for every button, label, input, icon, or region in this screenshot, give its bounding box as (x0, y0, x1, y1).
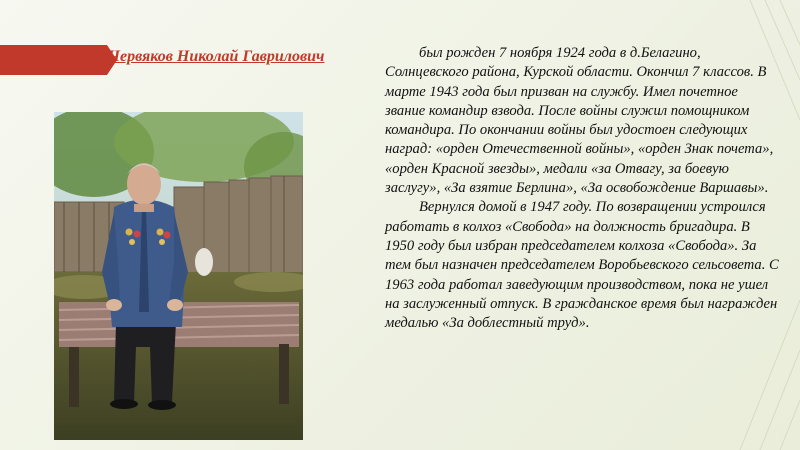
biography-text (385, 44, 780, 333)
photo-illustration (54, 112, 303, 440)
veteran-photo (54, 112, 303, 440)
bio-paragraph-2: Вернулся домой в 1947 году. По возвращении устроился работать в колхоз «Свобода» на должность бригадира. В 1950 году был избран председателем колхоза «Свобода». За тем был назначен председателем Воробьевского сельсовета. С 1963 года работал заведующим производством, пока не ушел на заслуженный отпуск. В гражданское время был награжден медалью «За доблестный труд». (385, 199, 779, 332)
title-accent-bar (0, 45, 107, 75)
person-name: Червяков Николай Гаврилович (108, 48, 325, 65)
bio-paragraph-1: был рожден 7 ноября 1924 года в д.Белагино, Солнцевского района, Курской области. Окончил 7 классов. В марте 1943 года был призван на службу. Имел почетное звание командир взвода. После войны служил помощником командира. По окончании войны был удостоен следующих наград: «орден Отечественной войны», «орден Знак почета», «орден Красной звезды», медали «за Отвагу, за боевую заслугу», «За взятие Берлина», «За освобождение Варшавы». (385, 45, 774, 197)
